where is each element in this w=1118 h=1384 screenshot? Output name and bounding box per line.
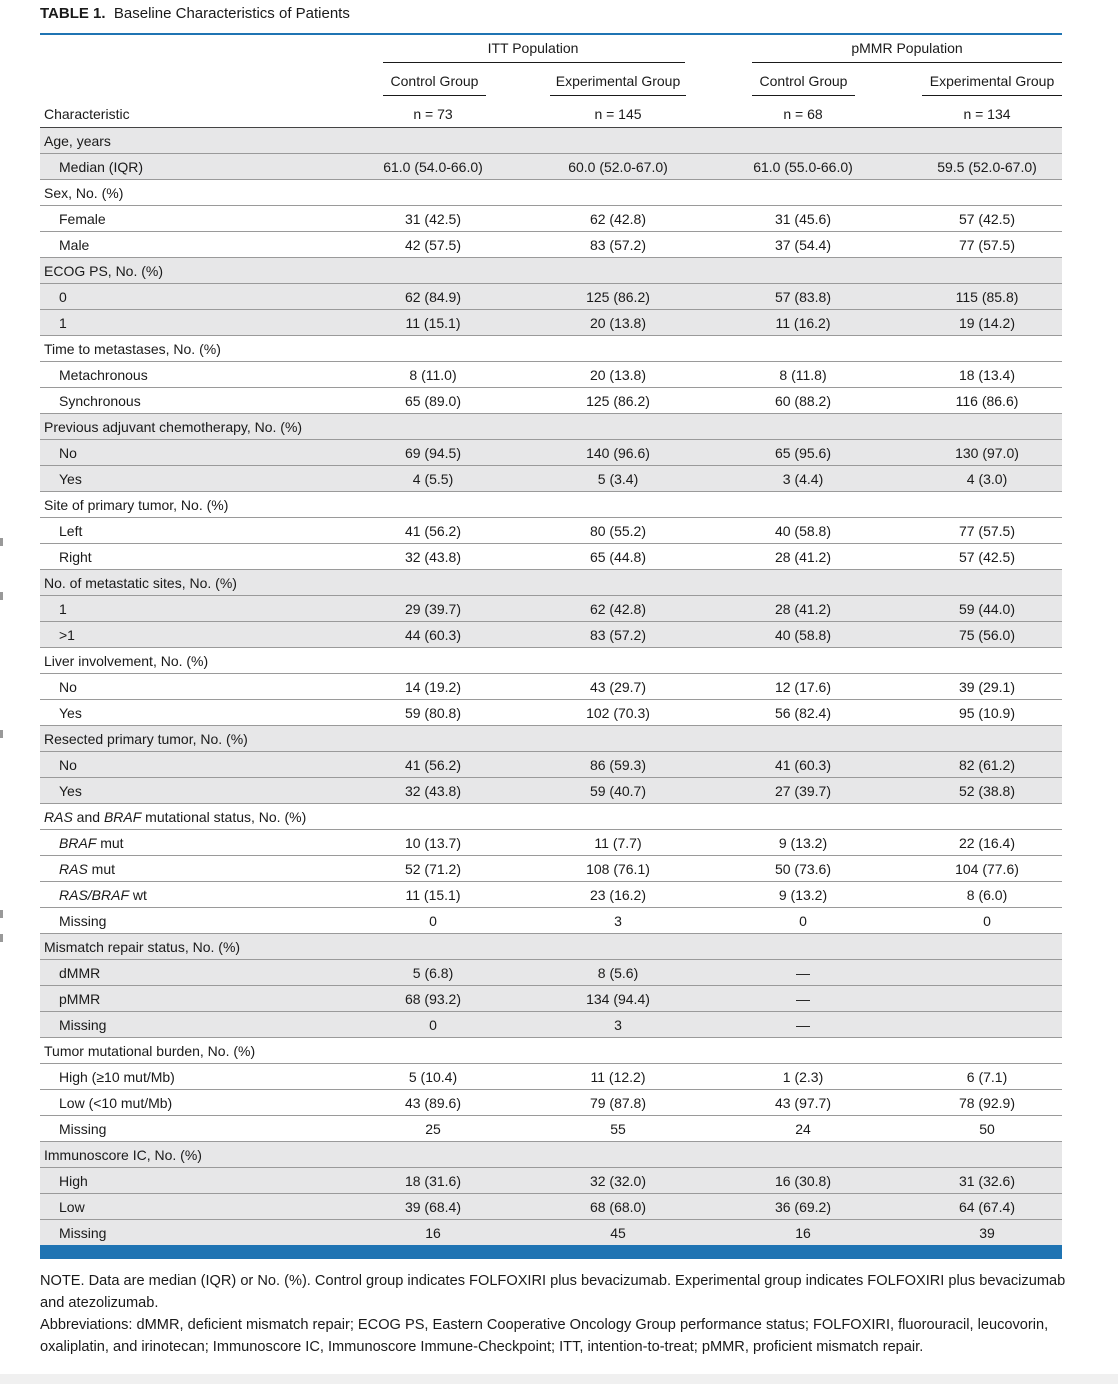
table-cell: 64 (67.4) — [958, 1199, 1016, 1215]
table-section-row — [40, 934, 1062, 960]
table-row — [40, 206, 1062, 232]
row-label: RAS mut — [59, 861, 116, 877]
group-underline-itt — [383, 62, 685, 63]
table-row — [40, 752, 1062, 778]
table-section-row — [40, 414, 1062, 440]
table-row — [40, 1220, 1062, 1245]
table-cell: 8 (11.8) — [779, 367, 827, 383]
table-cell: 8 (6.0) — [966, 887, 1008, 903]
row-label: Low — [59, 1199, 85, 1215]
table-cell: 102 (70.3) — [586, 705, 650, 721]
table-cell: 0 — [983, 913, 991, 929]
table-cell: 19 (14.2) — [958, 315, 1016, 331]
table-cell: 28 (41.2) — [774, 601, 832, 617]
row-label: Immunoscore IC, No. (%) — [44, 1147, 202, 1163]
row-label: Tumor mutational burden, No. (%) — [44, 1043, 256, 1059]
row-label: Yes — [59, 783, 82, 799]
table-cell: 55 — [610, 1121, 626, 1137]
table-cell: 11 (7.7) — [594, 835, 642, 851]
table-cell: 52 (38.8) — [958, 783, 1016, 799]
table-row — [40, 1168, 1062, 1194]
arm-underline-pmmr-experimental — [922, 95, 1062, 96]
table-cell: 79 (87.8) — [589, 1095, 647, 1111]
table-row — [40, 154, 1062, 180]
table-cell: 5 (6.8) — [412, 965, 454, 981]
row-label: Missing — [59, 1121, 107, 1137]
row-label: No — [59, 445, 77, 461]
table-cell: 65 (44.8) — [589, 549, 647, 565]
row-label: Liver involvement, No. (%) — [44, 653, 209, 669]
row-label: Yes — [59, 471, 82, 487]
table-cell: 16 — [425, 1225, 441, 1241]
table-row — [40, 778, 1062, 804]
table-cell: 59 (44.0) — [958, 601, 1016, 617]
table-row — [40, 960, 1062, 986]
table-row — [40, 284, 1062, 310]
table-row — [40, 882, 1062, 908]
table-cell: 0 — [429, 913, 437, 929]
bottom-rule — [40, 1245, 1062, 1259]
row-label: Low (<10 mut/Mb) — [59, 1095, 173, 1111]
group-underline-pmmr — [752, 62, 1062, 63]
abbreviations-text: Abbreviations: dMMR, deficient mismatch repair; ECOG PS, Eastern Cooperative Oncology Group performance status; FOLFOXIRI, fluorouracil, leucovorin, oxaliplatin, and irinotecan; Immunoscore IC, Immunoscore Immune-Checkpoint; ITT, intention-to-treat; pMMR, proficient mismatch repair. — [40, 1317, 1049, 1355]
row-label: pMMR — [59, 991, 101, 1007]
table-cell: 61.0 (54.0-66.0) — [383, 159, 483, 175]
table-row — [40, 674, 1062, 700]
table-cell: 65 (89.0) — [404, 393, 462, 409]
row-label: Resected primary tumor, No. (%) — [44, 731, 248, 747]
row-label: Yes — [59, 705, 82, 721]
table-cell: 31 (42.5) — [404, 211, 462, 227]
table-cell: 86 (59.3) — [589, 757, 647, 773]
table-cell: 10 (13.7) — [404, 835, 462, 851]
table-cell: 27 (39.7) — [774, 783, 832, 799]
row-label: 1 — [59, 601, 67, 617]
row-label: ECOG PS, No. (%) — [44, 263, 164, 279]
table-cell: 57 (83.8) — [774, 289, 832, 305]
table-cell: 20 (13.8) — [589, 367, 647, 383]
table-cell: 22 (16.4) — [958, 835, 1016, 851]
table-cell: 0 — [429, 1017, 437, 1033]
table-cell: 57 (42.5) — [958, 211, 1016, 227]
row-label: Missing — [59, 913, 107, 929]
table-notes — [40, 1270, 1070, 1358]
table-cell: 16 (30.8) — [774, 1173, 832, 1189]
table-section-row — [40, 804, 1062, 830]
table-row — [40, 466, 1062, 492]
row-label: Age, years — [44, 133, 111, 149]
table-row — [40, 908, 1062, 934]
table-section-row — [40, 570, 1062, 596]
table-cell: — — [796, 1017, 810, 1033]
table-cell: 18 (31.6) — [404, 1173, 462, 1189]
table-cell: 11 (16.2) — [775, 315, 831, 331]
table-row — [40, 622, 1062, 648]
table-cell: 36 (69.2) — [774, 1199, 832, 1215]
table-cell: 61.0 (55.0-66.0) — [753, 159, 853, 175]
table-section-row — [40, 336, 1062, 362]
table-cell: 4 (3.0) — [966, 471, 1008, 487]
row-label: >1 — [59, 627, 75, 643]
row-label: High (≥10 mut/Mb) — [59, 1069, 175, 1085]
table-row — [40, 544, 1062, 570]
row-label: Female — [59, 211, 106, 227]
table-caption: Baseline Characteristics of Patients — [113, 5, 350, 22]
group-header-pmmr: pMMR Population — [851, 40, 963, 56]
table-row — [40, 1194, 1062, 1220]
table-cell: 8 (5.6) — [597, 965, 639, 981]
table-title — [40, 4, 350, 24]
table-cell: 45 — [610, 1225, 626, 1241]
table-cell: 11 (12.2) — [590, 1069, 646, 1085]
table-cell: 95 (10.9) — [958, 705, 1016, 721]
table-cell: 9 (13.2) — [778, 887, 828, 903]
table-cell: 134 (94.4) — [586, 991, 650, 1007]
table-cell: 8 (11.0) — [409, 367, 457, 383]
table-cell: 83 (57.2) — [589, 237, 647, 253]
row-label: 1 — [59, 315, 67, 331]
table-row — [40, 388, 1062, 414]
note-text: NOTE. Data are median (IQR) or No. (%). Control group indicates FOLFOXIRI plus bevacizumab. Experimental group indicates FOLFOXIRI plus bevacizumab and atezolizumab. — [40, 1273, 1066, 1311]
row-label: Median (IQR) — [59, 159, 144, 175]
table-cell: 59 (80.8) — [404, 705, 462, 721]
table-label: TABLE 1. — [40, 5, 106, 22]
table-cell: 3 — [614, 913, 622, 929]
table-cell: 4 (5.5) — [412, 471, 454, 487]
table-cell: 31 (45.6) — [774, 211, 832, 227]
row-label: Missing — [59, 1225, 107, 1241]
table-cell: 5 (3.4) — [597, 471, 639, 487]
arm-underline-pmmr-control — [752, 95, 855, 96]
row-label: 0 — [59, 289, 67, 305]
table-section-row — [40, 492, 1062, 518]
table-cell: 130 (97.0) — [955, 445, 1019, 461]
row-label: dMMR — [59, 965, 101, 981]
table-cell: 108 (76.1) — [586, 861, 650, 877]
row-label: Missing — [59, 1017, 107, 1033]
table-section-row — [40, 1038, 1062, 1064]
table-row — [40, 1064, 1062, 1090]
group-header-itt: ITT Population — [487, 40, 579, 56]
table-cell: 20 (13.8) — [589, 315, 647, 331]
table-cell: 32 (43.8) — [404, 783, 462, 799]
row-label: BRAF mut — [59, 835, 124, 851]
table-cell: 29 (39.7) — [404, 601, 462, 617]
table-row — [40, 518, 1062, 544]
arm-header-itt-control: Control Group — [390, 73, 479, 89]
table-cell: 82 (61.2) — [958, 757, 1016, 773]
table-cell: 140 (96.6) — [586, 445, 650, 461]
table-cell: 11 (15.1) — [405, 887, 461, 903]
table-section-row — [40, 128, 1062, 154]
row-label: Site of primary tumor, No. (%) — [44, 497, 229, 513]
table-cell: 57 (42.5) — [958, 549, 1016, 565]
table-row — [40, 856, 1062, 882]
table-row — [40, 232, 1062, 258]
table-cell: 5 (10.4) — [408, 1069, 458, 1085]
table-cell: 0 — [799, 913, 807, 929]
table-cell: 116 (86.6) — [955, 393, 1019, 409]
edge-mark — [0, 934, 3, 942]
row-label: Metachronous — [59, 367, 148, 383]
table-row — [40, 440, 1062, 466]
table-section-row — [40, 180, 1062, 206]
table-cell: 78 (92.9) — [958, 1095, 1016, 1111]
table-cell: 25 — [425, 1121, 441, 1137]
n-pmmr-experimental: n = 134 — [963, 106, 1011, 122]
table-cell: 50 — [979, 1121, 995, 1137]
table-cell: 125 (86.2) — [586, 289, 650, 305]
table-row — [40, 362, 1062, 388]
row-label: Time to metastases, No. (%) — [44, 341, 221, 357]
table-cell: 32 (32.0) — [589, 1173, 647, 1189]
characteristic-header: Characteristic — [44, 106, 130, 122]
table-cell: 40 (58.8) — [774, 627, 832, 643]
table-row — [40, 830, 1062, 856]
table-cell: 69 (94.5) — [404, 445, 462, 461]
arm-header-pmmr-experimental: Experimental Group — [929, 73, 1055, 89]
n-pmmr-control: n = 68 — [783, 106, 823, 122]
table-cell: 60.0 (52.0-67.0) — [568, 159, 668, 175]
table-row — [40, 1090, 1062, 1116]
table-cell: 3 (4.4) — [782, 471, 824, 487]
table-cell: 42 (57.5) — [404, 237, 462, 253]
table-cell: 68 (93.2) — [404, 991, 462, 1007]
table-cell: 62 (84.9) — [404, 289, 462, 305]
row-label: RAS and BRAF mutational status, No. (%) — [44, 809, 307, 825]
row-label: No — [59, 679, 77, 695]
table-cell: 18 (13.4) — [958, 367, 1016, 383]
table-cell: 16 — [795, 1225, 811, 1241]
table-cell: 40 (58.8) — [774, 523, 832, 539]
table-cell: 60 (88.2) — [774, 393, 832, 409]
row-label: Left — [59, 523, 83, 539]
table-row — [40, 700, 1062, 726]
top-rule — [40, 33, 1062, 35]
page-edge — [0, 1374, 1118, 1384]
table-cell: 62 (42.8) — [589, 601, 647, 617]
table-cell: 41 (56.2) — [404, 757, 462, 773]
table-cell: 23 (16.2) — [589, 887, 647, 903]
table-section-row — [40, 258, 1062, 284]
table-cell: 68 (68.0) — [589, 1199, 647, 1215]
edge-mark — [0, 592, 3, 600]
table-cell: 39 (29.1) — [958, 679, 1016, 695]
row-label: Male — [59, 237, 90, 253]
table-cell: 83 (57.2) — [589, 627, 647, 643]
table-row — [40, 1012, 1062, 1038]
table-cell: 56 (82.4) — [774, 705, 832, 721]
row-label: Right — [59, 549, 92, 565]
table-cell: 43 (89.6) — [404, 1095, 462, 1111]
table-cell: 41 (56.2) — [404, 523, 462, 539]
arm-underline-itt-control — [383, 95, 486, 96]
table-cell: 115 (85.8) — [955, 289, 1019, 305]
arm-underline-itt-experimental — [550, 95, 686, 96]
table-cell: 75 (56.0) — [958, 627, 1016, 643]
table-row — [40, 1116, 1062, 1142]
table-cell: 37 (54.4) — [774, 237, 832, 253]
n-itt-control: n = 73 — [413, 106, 453, 122]
table-cell: 39 — [979, 1225, 995, 1241]
table-cell: 59 (40.7) — [589, 783, 647, 799]
table-cell: 32 (43.8) — [404, 549, 462, 565]
table-cell: 12 (17.6) — [774, 679, 832, 695]
table-cell: 43 (29.7) — [589, 679, 647, 695]
table-row — [40, 310, 1062, 336]
table-section-row — [40, 648, 1062, 674]
table-cell: 39 (68.4) — [404, 1199, 462, 1215]
arm-header-pmmr-control: Control Group — [759, 73, 848, 89]
table-cell: 65 (95.6) — [774, 445, 832, 461]
table-cell: 43 (97.7) — [774, 1095, 832, 1111]
table-cell: 125 (86.2) — [586, 393, 650, 409]
table-cell: 14 (19.2) — [404, 679, 462, 695]
row-label: Previous adjuvant chemotherapy, No. (%) — [44, 419, 303, 435]
edge-mark — [0, 538, 3, 546]
table-cell: 31 (32.6) — [958, 1173, 1016, 1189]
table-cell: — — [796, 991, 810, 1007]
table-section-row — [40, 726, 1062, 752]
table-cell: 59.5 (52.0-67.0) — [937, 159, 1037, 175]
table-cell: 62 (42.8) — [589, 211, 647, 227]
table-cell: 50 (73.6) — [774, 861, 832, 877]
table-cell: 11 (15.1) — [405, 315, 461, 331]
n-itt-experimental: n = 145 — [594, 106, 642, 122]
row-label: High — [59, 1173, 88, 1189]
table-cell: 1 (2.3) — [782, 1069, 824, 1085]
table-cell: — — [796, 965, 810, 981]
row-label: No. of metastatic sites, No. (%) — [44, 575, 237, 591]
row-label: Synchronous — [59, 393, 141, 409]
table-cell: 41 (60.3) — [774, 757, 832, 773]
table-cell: 3 — [614, 1017, 622, 1033]
row-label: Mismatch repair status, No. (%) — [44, 939, 241, 955]
table-body — [40, 128, 1062, 1245]
table-row — [40, 986, 1062, 1012]
edge-mark — [0, 730, 3, 738]
row-label: Sex, No. (%) — [44, 185, 124, 201]
arm-header-itt-experimental: Experimental Group — [555, 73, 681, 89]
table-cell: 104 (77.6) — [955, 861, 1019, 877]
table-cell: 28 (41.2) — [774, 549, 832, 565]
table-cell: 6 (7.1) — [966, 1069, 1008, 1085]
edge-mark — [0, 910, 3, 918]
table-cell: 9 (13.2) — [778, 835, 828, 851]
row-label: No — [59, 757, 77, 773]
table-row — [40, 596, 1062, 622]
row-label: RAS/BRAF wt — [59, 887, 147, 903]
table-cell: 77 (57.5) — [958, 237, 1016, 253]
table-cell: 24 — [795, 1121, 811, 1137]
table-section-row — [40, 1142, 1062, 1168]
table-cell: 80 (55.2) — [589, 523, 647, 539]
table-cell: 44 (60.3) — [404, 627, 462, 643]
table-cell: 77 (57.5) — [958, 523, 1016, 539]
table-cell: 52 (71.2) — [404, 861, 462, 877]
